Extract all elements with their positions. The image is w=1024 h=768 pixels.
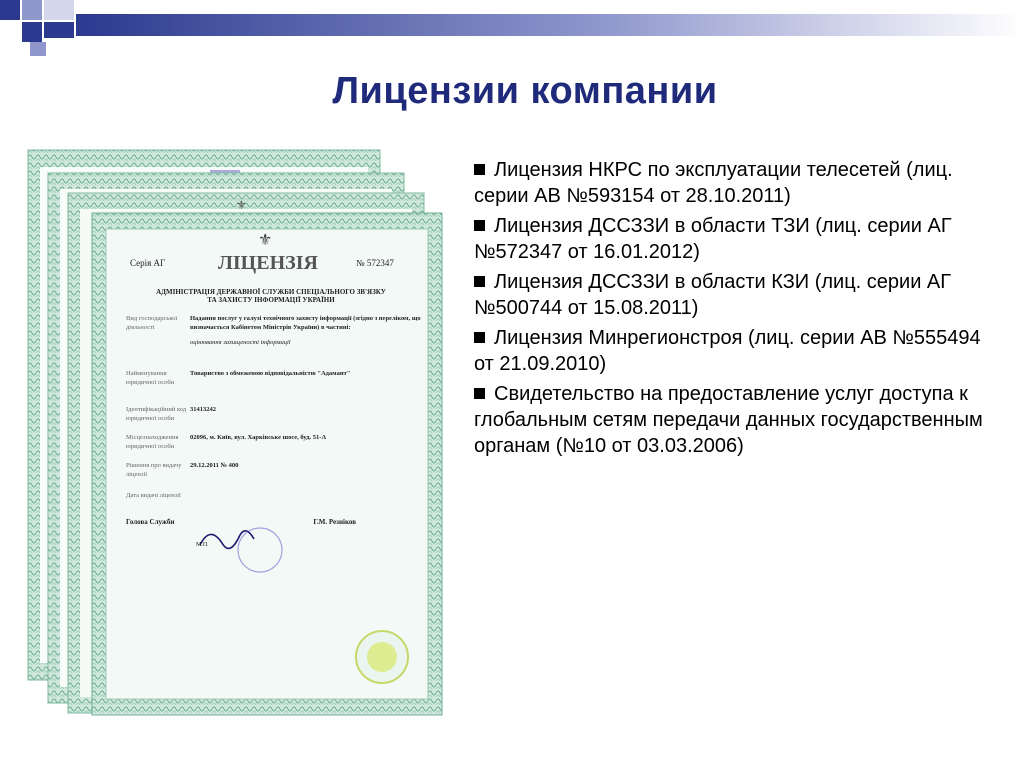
field-value: 02096, м. Київ, вул. Харківське шосе, буд. 51-А (190, 434, 327, 441)
bullet-square-icon (474, 220, 485, 231)
slide-title: Лицензии компании (332, 70, 718, 112)
svg-text:⚜: ⚜ (236, 198, 247, 212)
certificate-head-name: Г.М. Резніков (313, 518, 356, 526)
bullet-square-icon (474, 332, 485, 343)
license-list (474, 157, 994, 463)
certificate-head-label: Голова Служби (126, 518, 175, 526)
list-item (474, 269, 994, 321)
svg-text:⚜: ⚜ (258, 230, 273, 249)
certificate-authority-line2: ТА ЗАХИСТУ ІНФОРМАЦІЇ УКРАЇНИ (207, 296, 335, 304)
decorative-header-squares (0, 0, 1024, 64)
list-item (474, 325, 994, 377)
certificate-text (126, 252, 426, 548)
list-item (474, 213, 994, 265)
license-text: Свидетельство на предоставление услуг доступа к глобальным сетям передачи данных государственным органам (№10 от 03.03.2006) (474, 383, 983, 457)
certificate-series: Серія АГ (130, 258, 166, 268)
list-item (474, 381, 994, 459)
list-item (474, 157, 994, 209)
field-label: Рішення про видачу ліцензії (126, 462, 182, 478)
field-value: Надання послуг у галузі технічного захисту інформації (згідно з переліком, що визначається Кабінетом Міністрів України) в частині: (190, 315, 421, 331)
license-text: Лицензия ДССЗЗИ в области КЗИ (лиц. серии АГ №500744 от 15.08.2011) (474, 271, 952, 319)
field-value: Товариство з обмеженою відповідальністю "Адамант" (190, 370, 351, 377)
field-label: Ідентифікаційний код юридичної особи (126, 406, 187, 422)
field-label: Місцезнаходження юридичної особи (126, 434, 179, 450)
license-text: Лицензия НКРС по эксплуатации телесетей (лиц. серии АВ №593154 от 28.10.2011) (474, 159, 953, 207)
field-value: 29.12.2011 № 400 (190, 462, 239, 469)
certificate-stamp-label: М.П. (196, 542, 209, 548)
field-label: Дата видачі ліцензії (126, 492, 181, 499)
license-text: Лицензия ДССЗЗИ в области ТЗИ (лиц. серии АГ №572347 от 16.01.2012) (474, 215, 952, 263)
field-value: оцінювання захищеності інформації (190, 339, 291, 346)
certificate-number: № 572347 (356, 258, 394, 268)
certificate-heading: ЛІЦЕНЗІЯ (218, 252, 318, 274)
certificate-fields (126, 314, 426, 500)
field-value: 31413242 (190, 406, 216, 413)
field-label: Вид господарської діяльності (126, 315, 178, 331)
bullet-square-icon (474, 276, 485, 287)
bullet-square-icon (474, 388, 485, 399)
license-text: Лицензия Минрегионстроя (лиц. серии АВ №555494 от 21.09.2010) (474, 327, 981, 375)
field-label: Найменування юридичної особи (126, 370, 175, 386)
field-value (190, 491, 426, 500)
bullet-square-icon (474, 164, 485, 175)
certificate-authority-line1: АДМІНІСТРАЦІЯ ДЕРЖАВНОЇ СЛУЖБИ СПЕЦІАЛЬНОГО ЗВ'ЯЗКУ (156, 288, 386, 296)
